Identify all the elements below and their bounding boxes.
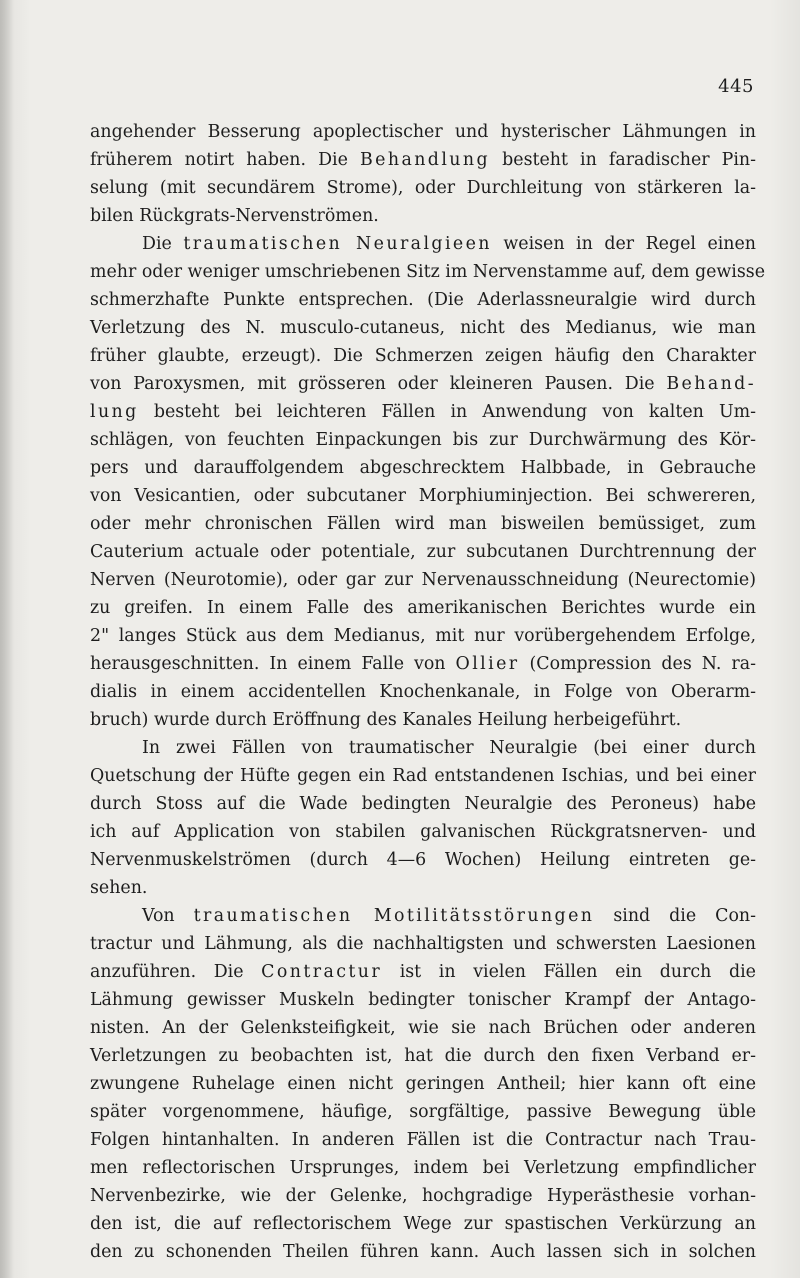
body-text: [90, 118, 765, 1266]
text-run: besteht bei leichteren Fällen in Anwendung von kalten Um-: [138, 402, 756, 422]
page-number: 445: [718, 76, 754, 97]
spaced-emphasis: Contractur: [261, 962, 383, 982]
text-run: Nervenmuskelströmen (durch 4—6 Wochen) Heilung eintreten ge-: [90, 850, 756, 870]
text-line: [90, 1014, 756, 1042]
text-line: [90, 1210, 756, 1238]
spaced-emphasis: lung: [90, 402, 139, 422]
text-line: [90, 902, 756, 930]
spaced-emphasis: Ollier: [455, 654, 520, 674]
text-line: [90, 1182, 756, 1210]
text-line: [90, 846, 756, 874]
text-run: früherem notirt haben. Die: [90, 150, 360, 170]
text-run: Cauterium actuale oder potentiale, zur subcutanen Durchtrennung der: [90, 542, 756, 562]
page-edge-shadow: [0, 0, 14, 1278]
text-line: [90, 286, 756, 314]
text-run: selung (mit secundärem Strome), oder Durchleitung von stärkeren la-: [90, 178, 756, 198]
text-line: [90, 1238, 756, 1266]
text-line: [90, 1098, 756, 1126]
spaced-emphasis: Behand-: [666, 374, 756, 394]
text-run: von Paroxysmen, mit grösseren oder kleineren Pausen. Die: [90, 374, 667, 394]
text-run: Die: [142, 234, 184, 254]
text-run: von Vesicantien, oder subcutaner Morphiuminjection. Bei schwereren,: [90, 486, 756, 506]
text-run: weisen in der Regel einen: [491, 234, 756, 254]
text-line: [90, 706, 756, 734]
spaced-emphasis: traumatischen Motilitätsstörungen: [193, 906, 595, 926]
text-run: besteht in faradischer Pin-: [490, 150, 756, 170]
text-run: nisten. An der Gelenksteifigkeit, wie sie nach Brüchen oder anderen: [90, 1018, 756, 1038]
text-run: später vorgenommene, häufige, sorgfältige, passive Bewegung üble: [90, 1102, 756, 1122]
spaced-emphasis: Behandlung: [359, 150, 491, 170]
text-line: [90, 482, 756, 510]
text-line: [90, 986, 756, 1014]
text-run: Nerven (Neurotomie), oder gar zur Nervenausschneidung (Neurectomie): [90, 570, 756, 590]
text-run: den zu schonenden Theilen führen kann. Auch lassen sich in solchen: [90, 1242, 756, 1262]
text-line: [90, 342, 756, 370]
text-line: [90, 258, 765, 286]
text-line: [90, 874, 756, 902]
text-run: Nervenbezirke, wie der Gelenke, hochgradige Hyperästhesie vorhan-: [90, 1186, 756, 1206]
text-line: [90, 622, 756, 650]
text-run: sehen.: [90, 878, 148, 898]
text-run: ist in vielen Fällen ein durch die: [382, 962, 756, 982]
text-line: [90, 1070, 756, 1098]
text-line: [90, 426, 756, 454]
text-line: [90, 314, 756, 342]
text-line: [90, 1154, 756, 1182]
text-run: Verletzung des N. musculo-cutaneus, nicht des Medianus, wie man: [90, 318, 756, 338]
text-run: dialis in einem accidentellen Knochenkanale, in Folge von Oberarm-: [90, 682, 756, 702]
text-line: [90, 566, 756, 594]
text-line: [90, 118, 756, 146]
text-run: Lähmung gewisser Muskeln bedingter tonischer Krampf der Antago-: [90, 990, 756, 1010]
spaced-emphasis: traumatischen Neuralgieen: [183, 234, 492, 254]
text-run: men reflectorischen Ursprunges, indem bei Verletzung empfindlicher: [90, 1158, 756, 1178]
text-line: [90, 818, 756, 846]
text-line: [90, 1042, 756, 1070]
text-run: Verletzungen zu beobachten ist, hat die durch den fixen Verband er-: [90, 1046, 756, 1066]
text-run: pers und darauffolgendem abgeschrecktem Halbbade, in Gebrauche: [90, 458, 756, 478]
text-run: mehr oder weniger umschriebenen Sitz im Nervenstamme auf, dem gewisse: [90, 262, 765, 282]
text-run: Folgen hintanhalten. In anderen Fällen ist die Contractur nach Trau-: [90, 1130, 756, 1150]
text-line: [90, 370, 756, 398]
text-run: tractur und Lähmung, als die nachhaltigsten und schwersten Laesionen: [90, 934, 756, 954]
text-run: In zwei Fällen von traumatischer Neuralgie (bei einer durch: [142, 738, 756, 758]
text-run: schmerzhafte Punkte entsprechen. (Die Aderlassneuralgie wird durch: [90, 290, 756, 310]
text-line: [90, 930, 756, 958]
text-line: [90, 146, 756, 174]
text-run: durch Stoss auf die Wade bedingten Neuralgie des Peroneus) habe: [90, 794, 756, 814]
text-line: [90, 454, 756, 482]
text-run: bruch) wurde durch Eröffnung des Kanales Heilung herbeigeführt.: [90, 710, 682, 730]
text-run: Von: [142, 906, 194, 926]
text-run: Quetschung der Hüfte gegen ein Rad entstandenen Ischias, und bei einer: [90, 766, 756, 786]
text-run: früher glaubte, erzeugt). Die Schmerzen zeigen häufig den Charakter: [90, 346, 756, 366]
text-line: [90, 762, 756, 790]
text-line: [90, 790, 756, 818]
text-run: zu greifen. In einem Falle des amerikanischen Berichtes wurde ein: [90, 598, 756, 618]
text-line: [90, 594, 756, 622]
text-run: schlägen, von feuchten Einpackungen bis zur Durchwärmung des Kör-: [90, 430, 756, 450]
text-run: bilen Rückgrats-Nervenströmen.: [90, 206, 379, 226]
text-run: ich auf Application von stabilen galvanischen Rückgratsnerven- und: [90, 822, 756, 842]
text-line: [90, 398, 756, 426]
text-line: [90, 1126, 756, 1154]
text-run: anzuführen. Die: [90, 962, 262, 982]
text-line: [90, 958, 756, 986]
text-line: [90, 202, 756, 230]
text-run: (Compression des N. ra-: [519, 654, 756, 674]
text-line: [90, 174, 756, 202]
text-run: herausgeschnitten. In einem Falle von: [90, 654, 456, 674]
text-run: den ist, die auf reflectorischem Wege zur spastischen Verkürzung an: [90, 1214, 756, 1234]
text-run: sind die Con-: [594, 906, 756, 926]
text-run: zwungene Ruhelage einen nicht geringen Antheil; hier kann oft eine: [90, 1074, 756, 1094]
text-line: [90, 734, 756, 762]
text-line: [90, 538, 756, 566]
text-line: [90, 510, 756, 538]
text-run: angehender Besserung apoplectischer und hysterischer Lähmungen in: [90, 122, 756, 142]
text-line: [90, 230, 756, 258]
text-run: 2" langes Stück aus dem Medianus, mit nur vorübergehendem Erfolge,: [90, 626, 756, 646]
text-line: [90, 650, 756, 678]
text-run: oder mehr chronischen Fällen wird man bisweilen bemüssiget, zum: [90, 514, 756, 534]
text-line: [90, 678, 756, 706]
